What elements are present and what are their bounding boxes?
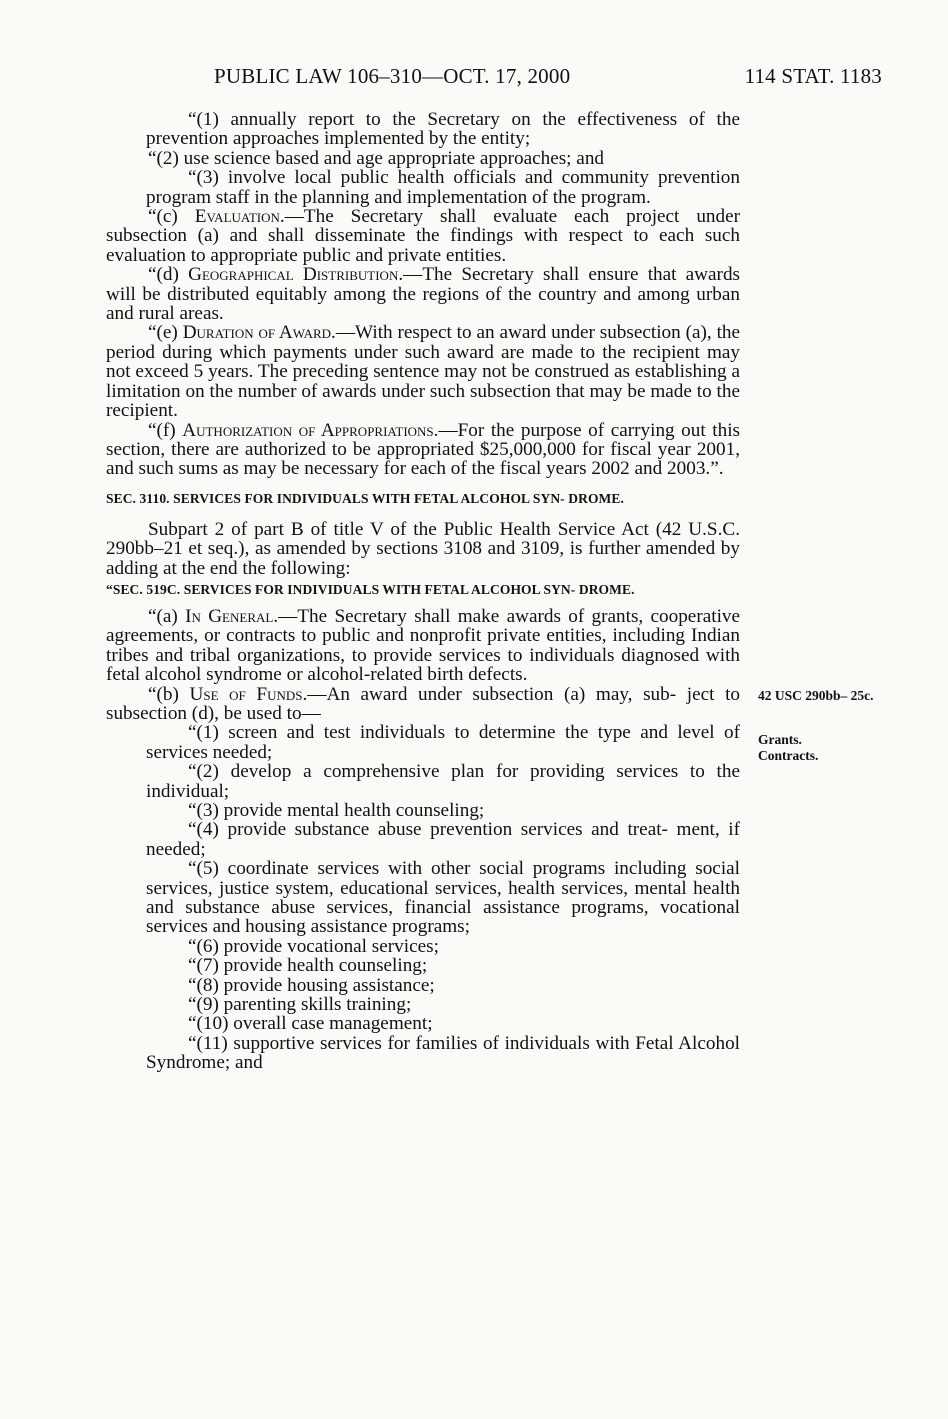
- law-title: PUBLIC LAW 106–310—OCT. 17, 2000: [214, 64, 571, 88]
- running-header: [106, 60, 882, 92]
- subsection-d-text: .—The Secretary shall ensure that awards will be distributed equitably among the regions of the country and among urban and rural areas.: [106, 264, 741, 325]
- subsection-a-lead: “(a): [148, 605, 186, 627]
- section-3110-heading: SEC. 3110. SERVICES FOR INDIVIDUALS WITH FETAL ALCOHOL SYN- DROME.: [106, 490, 624, 506]
- subsection-e-text: .—With respect to an award under subsection (a), the period during which payments under such award are made to the recipient may not exceed 5 years. The preceding sentence may not be construed as establishing a limitation on the number of awards under such subsection that may be made to the recipient.: [106, 322, 741, 422]
- subsection-b: [106, 685, 740, 724]
- list-item: “(7) provide health counseling;: [188, 955, 428, 977]
- list-item: “(11) supportive services for families of individuals with Fetal Alcohol Syndrome; and: [146, 1032, 740, 1074]
- subsection-d-heading: Geographical Distribution: [188, 264, 399, 286]
- list-item: “(8) provide housing assistance;: [188, 974, 435, 996]
- list-item: “(10) overall case management;: [188, 1013, 433, 1035]
- clause-2: “(2) use science based and age appropriate approaches; and: [148, 147, 605, 169]
- subsection-c: [106, 207, 740, 265]
- clause-3: “(3) involve local public health officials and community prevention program staff in the planning and implementation of the program.: [146, 167, 740, 208]
- list-item: “(9) parenting skills training;: [188, 994, 412, 1016]
- subsection-a-heading: In General: [185, 605, 274, 627]
- margin-note-contracts: Contracts.: [758, 748, 819, 763]
- subsection-d-lead: “(d): [148, 264, 189, 286]
- subsection-f: [106, 421, 740, 479]
- statute-page-number: 114 STAT. 1183: [744, 64, 882, 88]
- subsection-a-text: .—The Secretary shall make awards of grants, cooperative agreements, or contracts to public and nonprofit private entities, including Indian tribes and tribal organizations, to provide services to individuals diagnosed with fetal alcohol syndrome or alcohol-related birth defects.: [106, 605, 741, 686]
- margin-note-grants: Grants.: [758, 732, 802, 747]
- subpart-amendment-text: Subpart 2 of part B of title V of the Public Health Service Act (42 U.S.C. 290bb–21 et seq.), as amended by sections 3108 and 3109, is further amended by adding at the end the following:: [106, 518, 740, 579]
- subsection-b-heading: Use of Funds: [189, 683, 303, 705]
- subsection-b-text: .—An award under subsection (a) may, sub- ject to subsection (d), be used to—: [106, 683, 741, 724]
- subsection-a: [106, 607, 740, 685]
- list-item: “(4) provide substance abuse prevention services and treat- ment, if needed;: [146, 819, 740, 860]
- subsection-d: [106, 265, 740, 323]
- subsection-f-lead: “(f): [148, 419, 183, 441]
- subsection-f-text: .—For the purpose of carrying out this section, there are authorized to be appropriated $25,000,000 for fiscal year 2001, and such sums as may be necessary for each of the fiscal years 2002 and 2003.”.: [106, 419, 740, 480]
- margin-note-usc-citation: 42 USC 290bb– 25c.: [758, 688, 874, 703]
- list-item: “(6) provide vocational services;: [188, 935, 439, 957]
- statute-body: [106, 110, 740, 1073]
- list-item: “(1) screen and test individuals to determine the type and level of services needed;: [146, 722, 740, 763]
- subsection-c-heading: Evaluation: [194, 206, 280, 228]
- subsection-f-heading: Authorization of Appropriations: [182, 419, 434, 441]
- subsection-c-lead: “(c): [148, 206, 195, 228]
- list-item: “(5) coordinate services with other social programs including social services, justice system, educational services, health services, mental health and substance abuse services, financial assistance programs, vocational services and housing assistance programs;: [146, 858, 740, 938]
- section-519c-heading: “SEC. 519C. SERVICES FOR INDIVIDUALS WITH FETAL ALCOHOL SYN- DROME.: [106, 581, 635, 597]
- subsection-e: [106, 323, 740, 420]
- list-item: “(2) develop a comprehensive plan for providing services to the individual;: [146, 761, 740, 802]
- subsection-e-lead: “(e): [148, 322, 183, 344]
- list-item: “(3) provide mental health counseling;: [188, 800, 485, 821]
- subsection-b-lead: “(b): [148, 683, 190, 705]
- clause-1: “(1) annually report to the Secretary on the effectiveness of the prevention approaches implemented by the entity;: [146, 109, 740, 150]
- subsection-c-text: .—The Secretary shall evaluate each project under subsection (a) and shall disseminate the findings with respect to each such evaluation to appropriate public and private entities.: [106, 206, 741, 266]
- subsection-e-heading: Duration of Award: [182, 322, 332, 344]
